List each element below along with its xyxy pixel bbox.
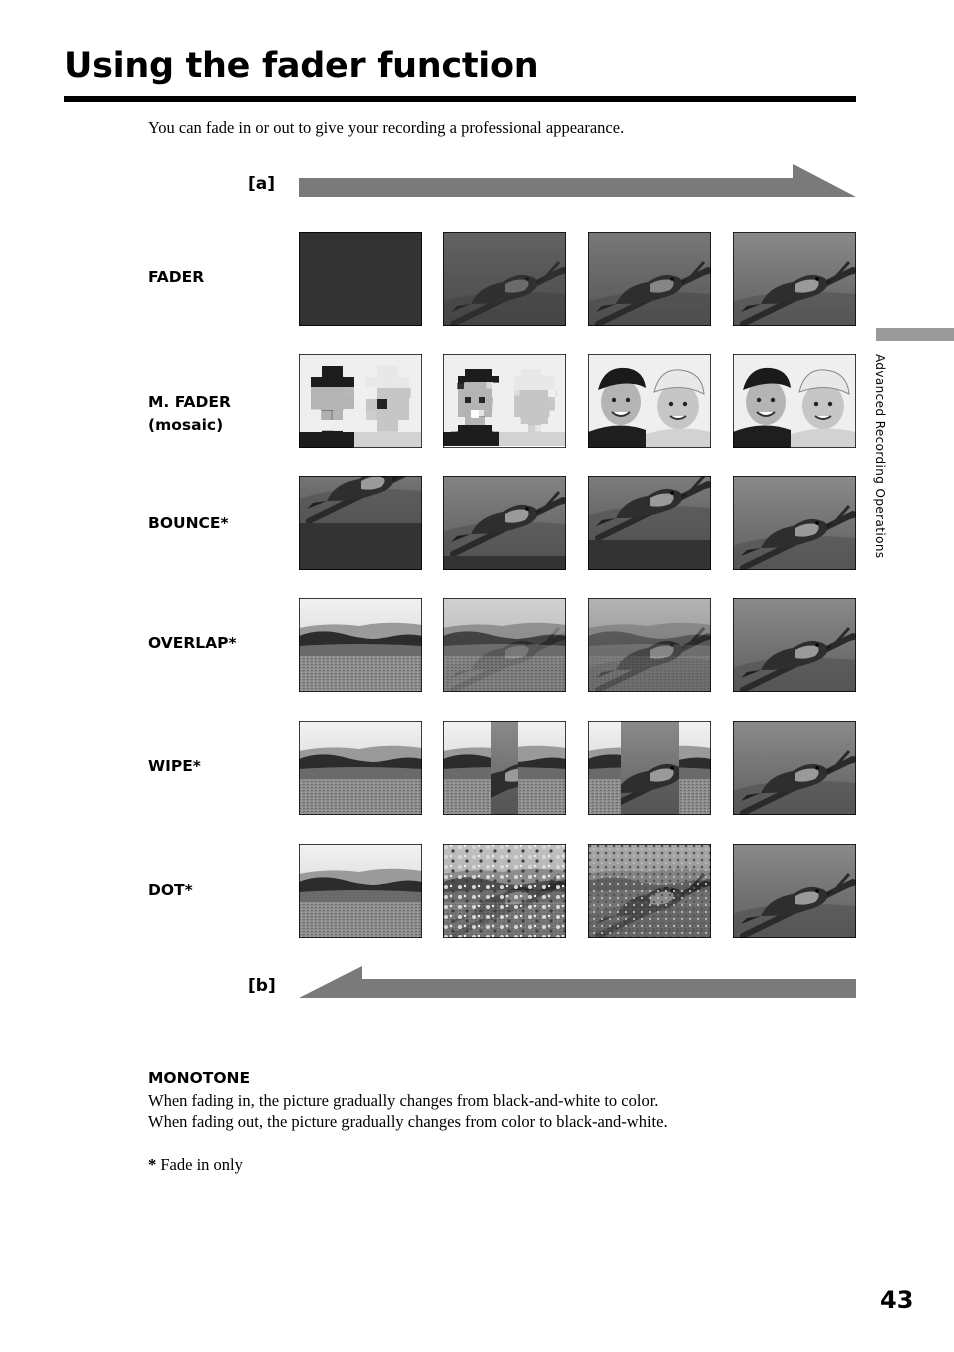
row-label-m-fader-line1: M. FADER: [148, 393, 231, 411]
row-label-m-fader: [148, 391, 231, 437]
footnote: [148, 1154, 668, 1176]
bounce-frame-4: [733, 476, 856, 570]
footnote-text: Fade in only: [156, 1154, 243, 1174]
dot-frame-2: [443, 844, 566, 938]
dot-frame-4: [733, 844, 856, 938]
wipe-frame-1: [299, 721, 422, 815]
fader-frame-2: [443, 232, 566, 326]
notes-block: [148, 1068, 668, 1175]
row-label-m-fader-line2: (mosaic): [148, 416, 224, 434]
section-tab-label: Advanced Recording Operations: [873, 354, 887, 559]
fader-frame-4: [733, 232, 856, 326]
fade-out-arrow: [299, 966, 856, 999]
title-rule: [64, 96, 856, 102]
wipe-frame-4: [733, 721, 856, 815]
wipe-frame-3: [588, 721, 711, 815]
row-label-bounce: BOUNCE*: [148, 514, 229, 532]
fader-frame-3: [588, 232, 711, 326]
monotone-heading: MONOTONE: [148, 1069, 251, 1087]
section-tab-marker: [876, 328, 954, 341]
dot-frame-1: [299, 844, 422, 938]
arrow-b-label: [b]: [248, 976, 276, 996]
row-label-wipe: WIPE*: [148, 757, 201, 775]
row-label-overlap: OVERLAP*: [148, 634, 237, 652]
dot-frame-3: [588, 844, 711, 938]
overlap-frame-3: [588, 598, 711, 692]
page-title: Using the fader function: [64, 46, 539, 86]
monotone-line-2: When fading out, the picture gradually changes from color to black-and-white.: [148, 1112, 668, 1131]
fade-in-arrow: [299, 164, 856, 198]
overlap-frame-2: [443, 598, 566, 692]
bounce-frame-3: [588, 476, 711, 570]
mosaic-frame-3: [588, 354, 711, 448]
wipe-frame-2: [443, 721, 566, 815]
mosaic-frame-1: [299, 354, 422, 448]
fader-frame-1: [299, 232, 422, 326]
footnote-mark: *: [148, 1154, 157, 1174]
overlap-frame-1: [299, 598, 422, 692]
mosaic-frame-2: [443, 354, 566, 448]
row-label-dot: DOT*: [148, 881, 193, 899]
intro-text: You can fade in or out to give your recording a professional appearance.: [148, 118, 625, 137]
page-number: 43: [880, 1286, 914, 1314]
mosaic-frame-4: [733, 354, 856, 448]
overlap-frame-4: [733, 598, 856, 692]
monotone-line-1: When fading in, the picture gradually changes from black-and-white to color.: [148, 1090, 659, 1110]
arrow-a-label: [a]: [248, 174, 276, 194]
row-label-fader: FADER: [148, 268, 205, 286]
bounce-frame-2: [443, 476, 566, 570]
bounce-frame-1: [299, 476, 422, 570]
